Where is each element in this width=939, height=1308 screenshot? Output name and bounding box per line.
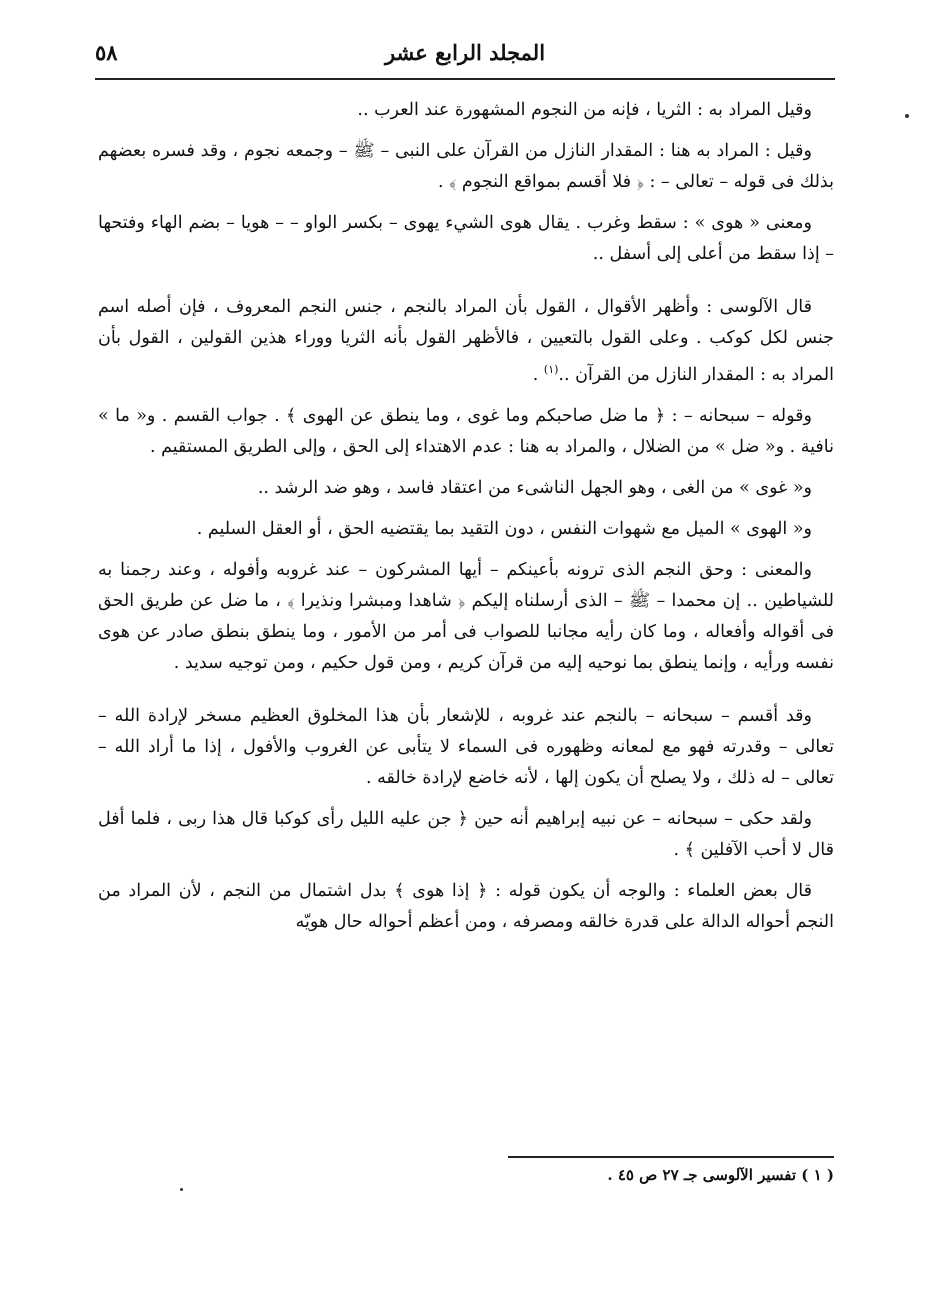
footnote-rule xyxy=(508,1156,834,1158)
body-text xyxy=(98,95,834,948)
page-number: ٥٨ xyxy=(95,40,118,65)
footnote: ( ١ ) تفسير الآلوسى جـ ٢٧ ص ٤٥ . xyxy=(607,1166,834,1184)
footnote-marker: (١) xyxy=(543,363,559,376)
scan-speck xyxy=(180,1188,183,1191)
paragraph: ولقد حكى – سبحانه – عن نبيه إبراهيم أنه حين ﴿ جن عليه الليل رأى كوكبا قال هذا ربى ، فلما أفل قال لا أحب الآفلين ﴾ . xyxy=(98,808,834,860)
page-header xyxy=(95,38,835,78)
paragraph: وقد أقسم – سبحانه – بالنجم عند غروبه ، للإشعار بأن هذا المخلوق العظيم مسخر لإرادة الله – تعالى – وقدرته فهو مع لمعانه وظهوره فى السماء لا يتأبى عن الغروب والأفول ، إذا ما أراد الله – تعالى – له ذلك ، ولا يصلح أن يكون إلها ، لأنه خاضع لإرادة خالقه . xyxy=(98,705,834,788)
scan-speck xyxy=(905,114,909,118)
paragraph: وقيل المراد به : الثريا ، فإنه من النجوم المشهورة عند العرب .. xyxy=(357,100,812,120)
paragraph-text: قال الآلوسى : وأظهر الأقوال ، القول بأن المراد بالنجم ، جنس النجم المعروف ، فإن أصله اسم جنس لكل كوكب . وعلى القول بالتعيين ، فالأظهر القول بأنه الثريا ووراء هذين القولين ، القول بأن المراد به : المقدار النازل من القرآن .. xyxy=(98,297,834,385)
paragraph: و« الهوى » الميل مع شهوات النفس ، دون التقيد بما يقتضيه الحق ، أو العقل السليم . xyxy=(196,518,812,539)
paragraph: وقوله – سبحانه – : ﴿ ما ضل صاحبكم وما غوى ، وما ينطق عن الهوى ﴾ . جواب القسم . و« ما » نافية . و« ضل » من الضلال ، والمراد به هنا : عدم الاهتداء إلى الحق ، وإلى الطريق المستقيم . xyxy=(98,405,834,457)
paragraph: والمعنى : وحق النجم الذى ترونه بأعينكم – أيها المشركون – عند غروبه وأفوله ، وعند رجمنا به للشياطين .. إن محمدا – ﷺ – الذى أرسلناه إليكم ﴿ شاهدا ومبشرا ونذيرا ﴾ ، ما ضل عن طريق الحق فى أقواله وأفعاله ، وما كان رأيه مجانبا للصواب فى أمر من الأمور ، وما ينطق بنطق صادر عن هوى نفسه ورأيه ، وإنما ينطق بما نوحيه إليه من قرآن كريم ، ومن قول حكيم ، ومن توجيه سديد . xyxy=(98,559,834,673)
paragraph: و« غوى » من الغى ، وهو الجهل الناشىء من اعتقاد فاسد ، وهو ضد الرشد .. xyxy=(257,477,812,498)
header-rule xyxy=(95,78,835,80)
paragraph-with-footnote: قال الآلوسى : وأظهر الأقوال ، القول بأن المراد بالنجم ، جنس النجم المعروف ، فإن أصله اسم جنس لكل كوكب . وعلى القول بالتعيين ، فالأظهر القول بأنه الثريا ووراء هذين القولين ، القول بأن المراد به : المقدار النازل من القرآن ..$^{(١)}$ . xyxy=(98,297,834,385)
paragraph: ومعنى « هوى » : سقط وغرب . يقال هوى الشيء يهوى – بكسر الواو – – هويا – بضم الهاء وفتحها – إذا سقط من أعلى إلى أسفل .. xyxy=(98,213,834,264)
running-title: المجلد الرابع عشر xyxy=(384,40,546,65)
paragraph: قال بعض العلماء : والوجه أن يكون قوله : ﴿ إذا هوى ﴾ بدل اشتمال من النجم ، لأن المراد من النجم أحواله الدالة على قدرة خالقه ومصرفه ، ومن أعظم أحواله حال هويّه xyxy=(98,880,834,932)
paragraph: وقيل : المراد به هنا : المقدار النازل من القرآن على النبى – ﷺ – وجمعه نجوم ، وقد فسره بعضهم بذلك فى قوله – تعالى – : ﴿ فلا أقسم بمواقع النجوم ﴾ . xyxy=(98,141,834,192)
